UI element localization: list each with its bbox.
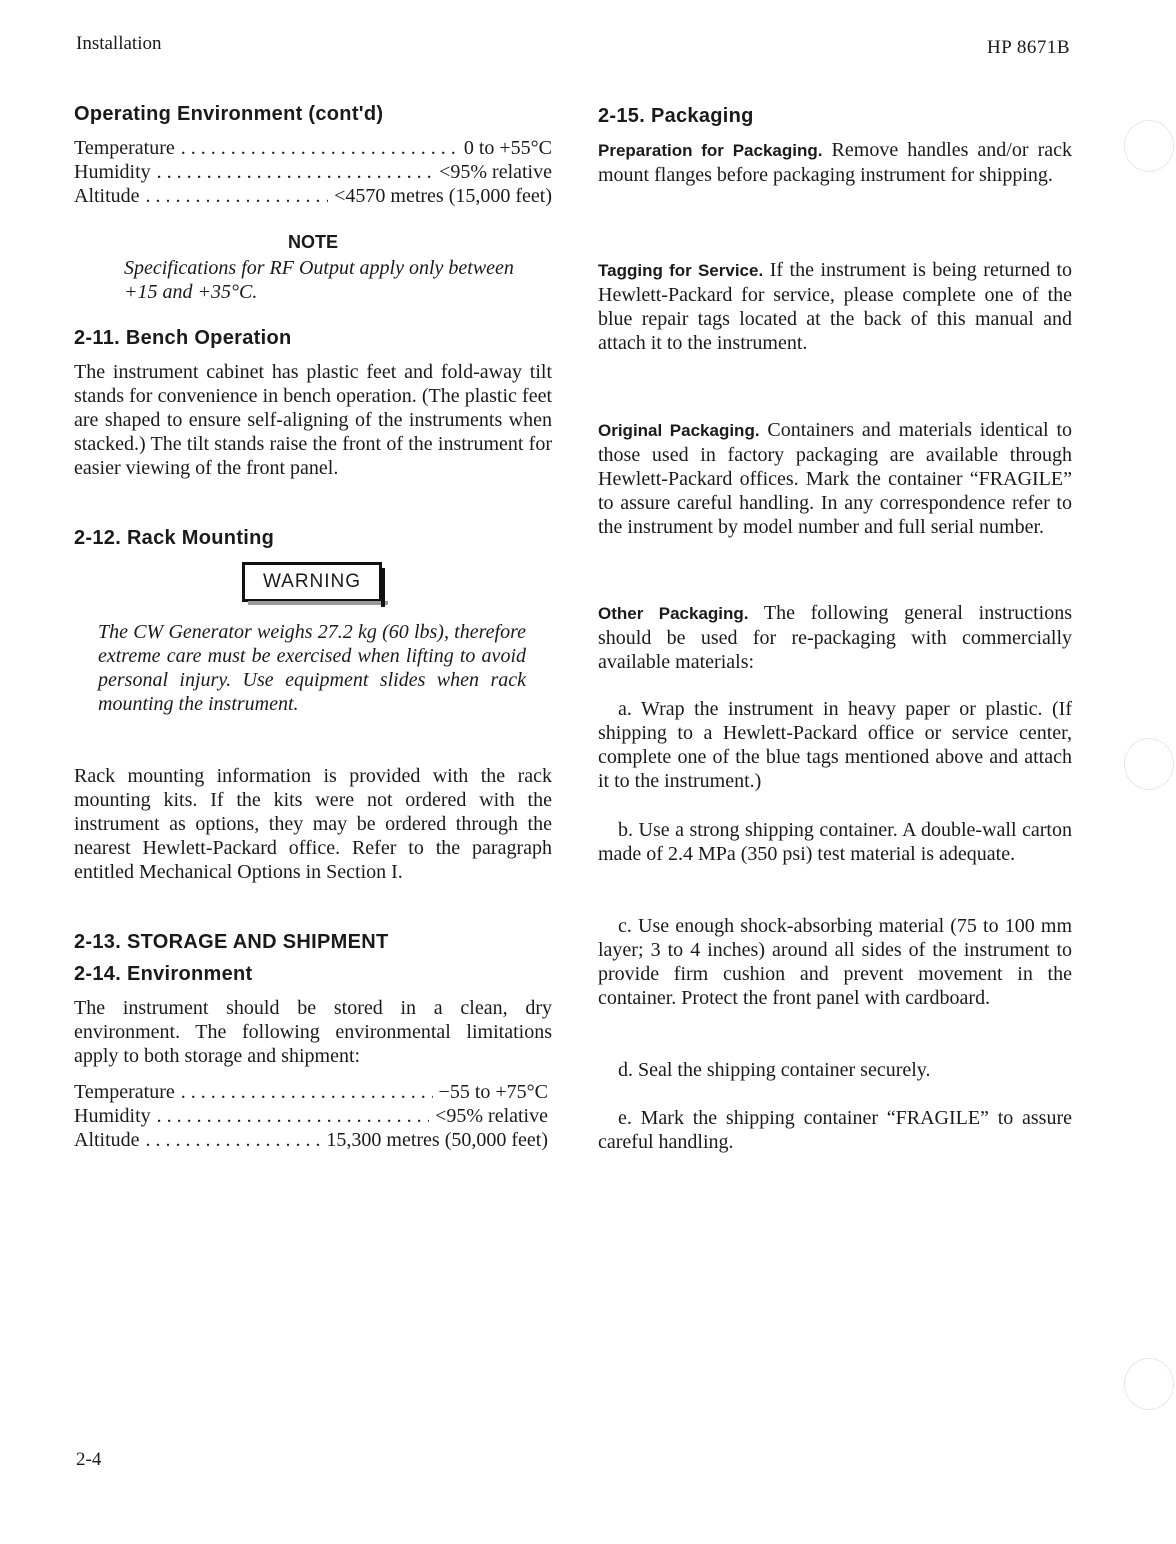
operating-environment-specs xyxy=(74,136,552,208)
packaging-step-a: a. Wrap the instrument in heavy paper or plastic. (If shipping to a Hewlett-Packard office or service center, complete one of the blue tags mentioned above and attach it to the instrument.) xyxy=(598,698,1072,792)
spec-value: <95% relative xyxy=(435,1105,548,1127)
spec-label: Humidity xyxy=(74,161,151,183)
spec-value: 0 to +55°C xyxy=(463,137,552,159)
original-packaging-paragraph xyxy=(598,418,1072,539)
punch-hole-icon xyxy=(1124,738,1174,790)
rack-mounting-text: Rack mounting information is provided with the rack mounting kits. If the kits were not ordered with the instrument as options, they may be ordered through the nearest Hewlett-Packard office. Refer to the paragraph entitled Mechanical Options in Section I. xyxy=(74,765,552,883)
preparation-lead: Preparation for Packaging. xyxy=(598,141,823,160)
spec-value: 15,300 metres (50,000 feet) xyxy=(326,1129,548,1151)
spec-label: Temperature xyxy=(74,1081,175,1103)
note-title: NOTE xyxy=(287,232,338,252)
punch-hole-icon xyxy=(1124,1358,1174,1410)
tagging-lead: Tagging for Service. xyxy=(598,261,764,280)
running-header-model: HP 8671B xyxy=(986,37,1070,58)
spec-label: Altitude xyxy=(74,185,140,207)
spec-value: <4570 metres (15,000 feet) xyxy=(334,185,552,207)
original-packaging-lead: Original Packaging. xyxy=(598,421,760,440)
spec-label: Altitude xyxy=(74,1129,140,1151)
note-text: Specifications for RF Output apply only between +15 and +35°C. xyxy=(124,257,514,303)
spec-row-humidity xyxy=(74,160,552,184)
operating-environment-heading: Operating Environment (cont'd) xyxy=(74,103,384,125)
punch-hole-icon xyxy=(1124,120,1174,172)
storage-environment-specs xyxy=(74,1080,548,1152)
bench-operation-text: The instrument cabinet has plastic feet and fold-away tilt stands for convenience in bench operation. (The plastic feet are shaped to ensure self-aligning of the instruments when stacked.) The tilt stands raise the front of the instrument for easier viewing of the front panel. xyxy=(74,361,552,479)
tagging-text: If the instrument is being returned to Hewlett-Packard for service, please complete one of the blue repair tags located at the back of this manual and attach it to the instrument. xyxy=(598,259,1073,354)
spec-label: Temperature xyxy=(74,137,175,159)
other-packaging-lead: Other Packaging. xyxy=(598,604,749,623)
other-packaging-paragraph xyxy=(598,601,1072,674)
spec-row-temperature xyxy=(74,136,552,160)
page-number: 2-4 xyxy=(76,1449,102,1470)
bench-operation-heading: 2-11. Bench Operation xyxy=(74,327,292,349)
spec-value: <95% relative xyxy=(439,161,552,183)
packaging-step-b: b. Use a strong shipping container. A double-wall carton made of 2.4 MPa (350 psi) test material is adequate. xyxy=(598,819,1072,865)
packaging-step-e: e. Mark the shipping container “FRAGILE” to assure careful handling. xyxy=(598,1107,1072,1153)
warning-text: The CW Generator weighs 27.2 kg (60 lbs), therefore extreme care must be exercised when lifting to avoid personal injury. Use equipment slides when rack mounting the instrument. xyxy=(98,621,526,715)
tagging-paragraph xyxy=(598,258,1072,355)
storage-shipment-heading: 2-13. STORAGE AND SHIPMENT xyxy=(74,931,389,953)
packaging-step-c: c. Use enough shock-absorbing material (75 to 100 mm layer; 3 to 4 inches) around all sides of the instrument to provide firm cushion and prevent movement in the container. Protect the front panel with cardboard. xyxy=(598,915,1072,1009)
environment-text: The instrument should be stored in a clean, dry environment. The following environmental limitations apply to both storage and shipment: xyxy=(74,997,552,1067)
spec-row-humidity xyxy=(74,1104,548,1128)
spec-value: −55 to +75°C xyxy=(438,1081,548,1103)
spec-row-altitude xyxy=(74,184,552,208)
packaging-step-d: d. Seal the shipping container securely. xyxy=(618,1059,931,1081)
running-header-section: Installation xyxy=(76,33,162,54)
other-packaging-text: The following general instructions should be used for re-packaging with commercially available materials: xyxy=(598,602,1072,673)
spec-label: Humidity xyxy=(74,1105,151,1127)
packaging-heading: 2-15. Packaging xyxy=(598,105,754,127)
preparation-paragraph xyxy=(598,138,1072,187)
spec-row-temperature xyxy=(74,1080,548,1104)
warning-label: WARNING xyxy=(242,562,382,602)
original-packaging-text: Containers and materials identical to those used in factory packaging are available through Hewlett-Packard offices. Mark the container “FRAGILE” to assure careful handling. In any correspondence refer to the instrument by model number and full serial number. xyxy=(598,419,1073,538)
rack-mounting-heading: 2-12. Rack Mounting xyxy=(74,527,275,549)
spec-row-altitude xyxy=(74,1128,548,1152)
preparation-text: Remove handles and/or rack mount flanges before packaging instrument for shipping. xyxy=(598,139,1072,186)
environment-heading: 2-14. Environment xyxy=(74,963,253,985)
